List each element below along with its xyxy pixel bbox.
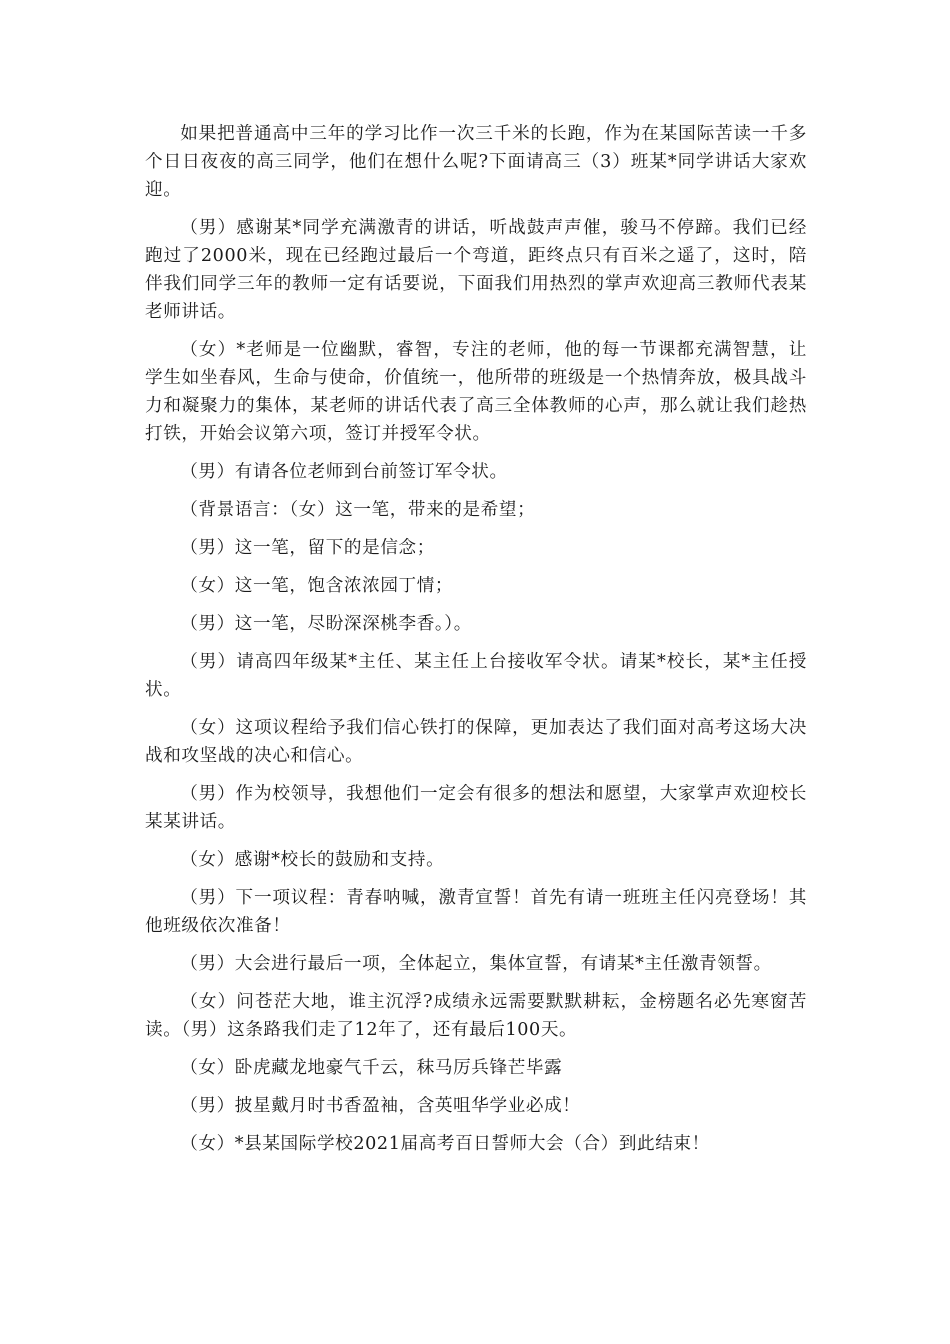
paragraph: （女）卧虎藏龙地豪气千云，秣马厉兵锋芒毕露	[180, 1058, 563, 1078]
paragraph: （男）披星戴月时书香盈袖，含英咀华学业必成！	[180, 1096, 581, 1116]
paragraph: （女）*老师是一位幽默，睿智，专注的老师，他的每一节课都充满智慧，让学生如坐春风，生命与使命，价值统一，他所带的班级是一个热情奔放，极具战斗力和凝聚力的集体，某老师的讲话代表了高三全体教师的心声，那么就让我们趁热打铁，开始会议第六项，签订并授军令状。	[145, 340, 807, 444]
paragraph: （女）感谢*校长的鼓励和支持。	[180, 850, 445, 870]
paragraph: （女）这项议程给予我们信心铁打的保障，更加表达了我们面对高考这场大决战和攻坚战的决心和信心。	[145, 718, 807, 766]
paragraph: （男）下一项议程：青春呐喊，激青宣誓！首先有请一班班主任闪亮登场！其他班级依次准备！	[145, 888, 807, 936]
document-body	[145, 120, 807, 1168]
paragraph: （男）大会进行最后一项，全体起立，集体宣誓，有请某*主任激青领誓。	[180, 954, 772, 974]
paragraph: （男）这一笔，尽盼深深桃李香。）。	[180, 614, 472, 634]
paragraph: （男）这一笔，留下的是信念；	[180, 538, 435, 558]
paragraph: （男）有请各位老师到台前签订军令状。	[180, 462, 508, 482]
paragraph: （男）请高四年级某*主任、某主任上台接收军令状。请某*校长，某*主任授状。	[145, 652, 807, 700]
paragraph: （女）问苍茫大地，谁主沉浮?成绩永远需要默默耕耘，金榜题名必先寒窗苦读。（男）这条路我们走了12年了，还有最后100天。	[145, 992, 807, 1040]
paragraph-closing: （女）*县某国际学校2021届高考百日誓师大会（合）到此结束！	[180, 1134, 710, 1154]
paragraph: （男）感谢某*同学充满激青的讲话，听战鼓声声催，骏马不停蹄。我们已经跑过了2000米，现在已经跑过最后一个弯道，距终点只有百米之遥了，这时，陪伴我们同学三年的教师一定有话要说，下面我们用热烈的掌声欢迎高三教师代表某老师讲话。	[145, 218, 807, 322]
paragraph: （背景语言：（女）这一笔，带来的是希望；	[180, 500, 536, 520]
paragraph: （女）这一笔，饱含浓浓园丁情；	[180, 576, 454, 596]
paragraph-intro: 如果把普通高中三年的学习比作一次三千米的长跑，作为在某国际苦读一千多个日日夜夜的高三同学，他们在想什么呢?下面请高三（3）班某*同学讲话大家欢迎。	[145, 124, 807, 200]
paragraph: （男）作为校领导，我想他们一定会有很多的想法和愿望，大家掌声欢迎校长某某讲话。	[145, 784, 807, 832]
